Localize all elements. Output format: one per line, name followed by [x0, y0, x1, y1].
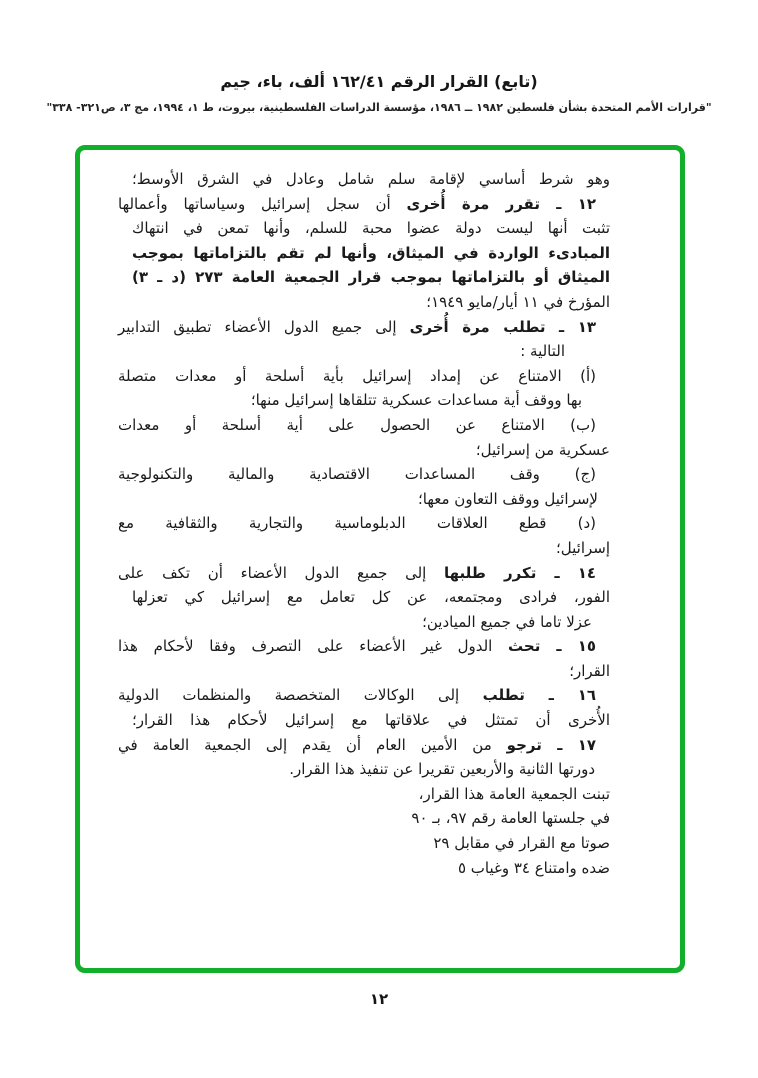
text-segment: في جلستها العامة رقم ٩٧، بـ ٩٠ — [411, 809, 610, 828]
body-line — [132, 167, 610, 192]
body-line — [120, 487, 610, 512]
text-segment: المؤرخ في ١١ أيار/مايو ١٩٤٩؛ — [426, 292, 610, 311]
text-segment: ضده وامتناع ٣٤ وغياب ٥ — [457, 858, 610, 877]
bold-text-segment: الميثاق أو بالتزاماتها بموجب قرار الجمعية العامة ٢٧٣ (د ـ ٣) — [132, 268, 610, 287]
bold-text-segment: ١٤ ـ تكرر طلبها — [443, 563, 597, 582]
text-segment: القرار؛ — [569, 661, 610, 680]
bold-text-segment: المبادىء الواردة في الميثاق، وأنها لم تقم بالتزاماتها بموجب — [132, 243, 610, 262]
page-title: (تابع) القرار الرقم ١٦٢/٤١ ألف، باء، جيم — [220, 72, 538, 91]
body-line — [118, 561, 610, 586]
body-line — [132, 216, 610, 241]
text-segment: التالية : — [520, 342, 565, 361]
text-segment: الأُخرى أن تمتثل في علاقاتها مع إسرائيل لأحكام هذا القرار؛ — [132, 711, 610, 730]
text-segment: عسكرية من إسرائيل؛ — [475, 440, 610, 459]
text-segment: تثبت أنها ليست دولة عضوا محبة للسلم، وأنها تمعن في انتهاك — [132, 219, 610, 238]
body-line — [118, 315, 610, 340]
body-line — [87, 339, 610, 364]
body-line — [132, 585, 610, 610]
body-line — [132, 265, 610, 290]
text-segment: إسرائيل؛ — [555, 538, 610, 557]
resolution-box — [75, 145, 685, 973]
text-segment: الدول غير الأعضاء على التصرف وفقا لأحكام هذا — [118, 637, 508, 656]
bold-text-segment: ١٥ ـ تحث — [508, 637, 596, 656]
body-line — [132, 856, 610, 881]
text-segment: من الأمين العام أن يقدم إلى الجمعية العامة في — [118, 735, 507, 754]
body-line — [118, 462, 610, 487]
text-segment: لإسرائيل ووقف التعاون معها؛ — [418, 489, 598, 508]
bold-text-segment: ١٧ ـ ترجو — [506, 735, 597, 754]
text-segment: بها ووقف أية مساعدات عسكرية تتلقاها إسرائيل منها؛ — [250, 391, 582, 410]
text-segment: إلى الوكالات المتخصصة والمنظمات الدولية — [118, 686, 483, 705]
body-line — [118, 511, 610, 536]
body-line — [132, 536, 610, 561]
page-number: ١٢ — [369, 990, 389, 1008]
text-segment: (ج) وقف المساعدات الاقتصادية والمالية والتكنولوجية — [118, 465, 596, 484]
body-line — [118, 192, 610, 217]
body-line — [118, 683, 610, 708]
source-citation: "قرارات الأمم المتحدة بشأن فلسطين ١٩٨٢ ــ ١٩٨٦، مؤسسة الدراسات الفلسطينية، بيروت، ط ١، ١٩٩٤، مج ٣، ص٣٢١- ٣٣٨" — [46, 101, 712, 114]
body-line — [132, 782, 610, 807]
body-line — [114, 610, 610, 635]
body-line — [132, 438, 610, 463]
body-line — [132, 659, 610, 684]
body-line — [118, 634, 610, 659]
body-line — [132, 831, 610, 856]
text-segment: تبنت الجمعية العامة هذا القرار، — [418, 784, 610, 803]
text-segment: عزلا تاما في جميع الميادين؛ — [422, 612, 592, 631]
body-line — [118, 733, 610, 758]
body-line — [132, 708, 610, 733]
text-segment: دورتها الثانية والأربعين تقريرا عن تنفيذ هذا القرار. — [289, 760, 595, 779]
text-segment: (د) قطع العلاقات الدبلوماسية والتجارية والثقافية مع — [118, 514, 596, 533]
text-segment: صوتا مع القرار في مقابل ٢٩ — [433, 834, 610, 853]
text-segment: الفور، فرادى ومجتمعه، عن كل تعامل مع إسرائيل كي تعزلها — [132, 588, 610, 607]
text-segment: وهو شرط أساسي لإقامة سلم شامل وعادل في الشرق الأوسط؛ — [132, 170, 610, 188]
text-segment: أن سجل إسرائيل وسياساتها وأعمالها — [118, 194, 407, 213]
body-line — [132, 290, 610, 315]
bold-text-segment: ١٣ ـ تطلب مرة أُخرى — [409, 317, 597, 336]
text-segment: (أ) الامتناع عن إمداد إسرائيل بأية أسلحة أو معدات متصلة — [118, 366, 596, 385]
text-segment: إلى جميع الدول الأعضاء أن تكف على — [118, 563, 444, 582]
text-segment: إلى جميع الدول الأعضاء تطبيق التدابير — [118, 317, 410, 336]
body-line — [132, 806, 610, 831]
bold-text-segment: ١٦ ـ تطلب — [482, 686, 596, 705]
body-line — [118, 364, 610, 389]
body-line — [118, 413, 610, 438]
body-line — [132, 241, 610, 266]
bold-text-segment: ١٢ ـ تقرر مرة أُخرى — [406, 194, 596, 213]
text-segment: (ب) الامتناع عن الحصول على أية أسلحة أو معدات — [118, 415, 596, 434]
body-line — [104, 388, 610, 413]
body-line — [117, 757, 610, 782]
resolution-text — [118, 167, 610, 880]
